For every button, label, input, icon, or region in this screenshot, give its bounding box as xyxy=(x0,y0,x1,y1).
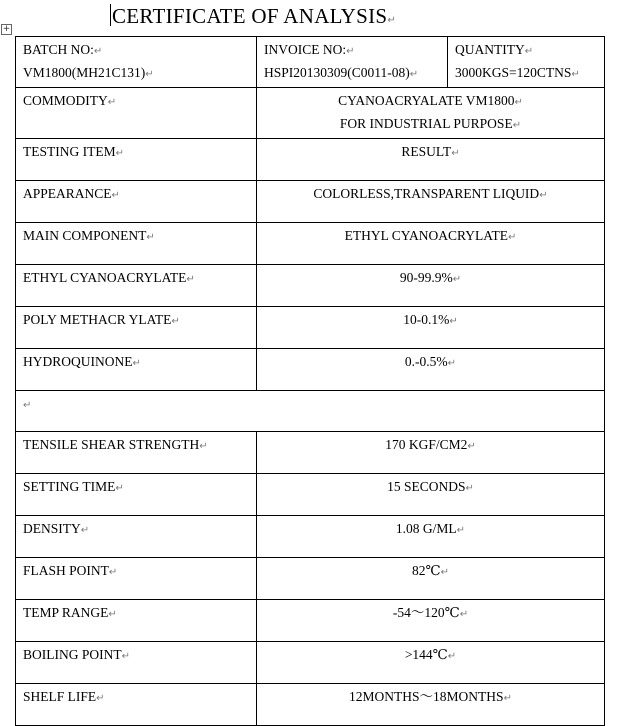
paragraph-mark-icon: ↵ xyxy=(571,69,580,80)
title-text: CERTIFICATE OF ANALYSIS xyxy=(112,4,388,28)
result-header-cell[interactable] xyxy=(257,139,605,181)
batch-value: VM1800(MH21C131) xyxy=(23,65,146,80)
item-name: ETHYL CYANOACRYLATE xyxy=(23,270,187,285)
table-row xyxy=(16,600,605,642)
table-row xyxy=(16,181,605,223)
paragraph-mark-icon: ↵ xyxy=(346,46,355,57)
table-row xyxy=(16,558,605,600)
paragraph-mark-icon: ↵ xyxy=(465,483,474,494)
item-name: MAIN COMPONENT xyxy=(23,228,147,243)
table-row xyxy=(16,223,605,265)
item-cell[interactable] xyxy=(16,181,257,223)
commodity-line2: FOR INDUSTRIAL PURPOSE xyxy=(339,116,513,131)
item-cell[interactable] xyxy=(16,265,257,307)
text-cursor xyxy=(110,4,111,26)
item-name: FLASH POINT xyxy=(23,563,109,578)
item-result: >144℃ xyxy=(404,647,448,662)
paragraph-mark-icon: ↵ xyxy=(111,190,120,201)
paragraph-mark-icon: ↵ xyxy=(80,525,90,536)
paragraph-mark-icon: ↵ xyxy=(387,15,397,26)
commodity-value-cell[interactable] xyxy=(257,88,605,139)
paragraph-mark-icon: ↵ xyxy=(524,46,534,57)
result-cell[interactable] xyxy=(257,432,605,474)
paragraph-mark-icon: ↵ xyxy=(199,441,208,452)
result-cell[interactable] xyxy=(257,181,605,223)
paragraph-mark-icon: ↵ xyxy=(146,232,155,243)
paragraph-mark-icon: ↵ xyxy=(23,400,32,411)
paragraph-mark-icon: ↵ xyxy=(456,525,466,536)
item-result: 10-0.1% xyxy=(403,312,450,327)
item-name: DENSITY xyxy=(23,521,81,536)
item-cell[interactable] xyxy=(16,349,257,391)
commodity-row xyxy=(16,88,605,139)
table-move-handle-icon[interactable]: + xyxy=(2,24,11,34)
item-cell[interactable] xyxy=(16,516,257,558)
item-cell[interactable] xyxy=(16,600,257,642)
paragraph-mark-icon: ↵ xyxy=(452,274,462,285)
result-header: RESULT xyxy=(401,144,452,159)
item-name: TEMP RANGE xyxy=(23,605,109,620)
item-result: COLORLESS,TRANSPARENT LIQUID xyxy=(313,186,540,201)
item-cell[interactable] xyxy=(16,474,257,516)
invoice-cell[interactable] xyxy=(257,37,448,88)
paragraph-mark-icon: ↵ xyxy=(108,609,117,620)
paragraph-mark-icon: ↵ xyxy=(447,358,457,369)
invoice-value: HSPI20130309(C0011-08) xyxy=(264,65,410,80)
quantity-label: QUANTITY xyxy=(455,42,525,57)
blank-row xyxy=(16,391,605,432)
item-name: SHELF LIFE xyxy=(23,689,97,704)
header-row xyxy=(16,37,605,88)
analysis-table xyxy=(15,36,605,726)
paragraph-mark-icon: ↵ xyxy=(449,316,458,327)
item-result: 0.-0.5% xyxy=(404,354,448,369)
result-cell[interactable] xyxy=(257,558,605,600)
table-row xyxy=(16,307,605,349)
table-row xyxy=(16,265,605,307)
item-name: SETTING TIME xyxy=(23,479,116,494)
table-row xyxy=(16,349,605,391)
paragraph-mark-icon: ↵ xyxy=(503,693,512,704)
item-cell[interactable] xyxy=(16,223,257,265)
quantity-cell[interactable] xyxy=(448,37,605,88)
invoice-label: INVOICE NO: xyxy=(264,42,347,57)
commodity-line1: CYANOACRYALATE VM1800 xyxy=(338,93,515,108)
item-result: ETHYL CYANOACRYLATE xyxy=(344,228,508,243)
item-name: TENSILE SHEAR STRENGTH xyxy=(23,437,200,452)
paragraph-mark-icon: ↵ xyxy=(145,69,154,80)
item-result: 15 SECONDS xyxy=(387,479,466,494)
result-cell[interactable] xyxy=(257,307,605,349)
table-row xyxy=(16,474,605,516)
batch-cell[interactable] xyxy=(16,37,257,88)
table-row xyxy=(16,642,605,684)
paragraph-mark-icon: ↵ xyxy=(93,46,103,57)
paragraph-mark-icon: ↵ xyxy=(447,651,457,662)
paragraph-mark-icon: ↵ xyxy=(108,567,118,578)
result-cell[interactable] xyxy=(257,349,605,391)
item-cell[interactable] xyxy=(16,432,257,474)
commodity-label-cell[interactable] xyxy=(16,88,257,139)
item-result: 170 KGF/CM2 xyxy=(385,437,468,452)
item-result: 90-99.9% xyxy=(399,270,453,285)
paragraph-mark-icon: ↵ xyxy=(96,693,105,704)
item-name: BOILING POINT xyxy=(23,647,122,662)
paragraph-mark-icon: ↵ xyxy=(440,567,449,578)
item-result: -54～120℃ xyxy=(392,605,460,620)
item-result: 12MONTHS～18MONTHS xyxy=(349,689,504,704)
commodity-label: COMMODITY xyxy=(23,93,108,108)
item-cell[interactable] xyxy=(16,642,257,684)
paragraph-mark-icon: ↵ xyxy=(459,609,469,620)
testing-item-header-cell[interactable] xyxy=(16,139,257,181)
item-result: 1.08 G/ML xyxy=(395,521,457,536)
paragraph-mark-icon: ↵ xyxy=(512,120,522,131)
paragraph-mark-icon: ↵ xyxy=(467,441,476,452)
quantity-value: 3000KGS=120CTNS xyxy=(455,65,572,80)
result-cell[interactable] xyxy=(257,642,605,684)
paragraph-mark-icon: ↵ xyxy=(107,97,117,108)
item-result: 82℃ xyxy=(412,563,441,578)
paragraph-mark-icon: ↵ xyxy=(539,190,548,201)
result-cell[interactable] xyxy=(257,684,605,726)
document-title[interactable] xyxy=(110,4,396,29)
result-cell[interactable] xyxy=(257,474,605,516)
item-cell[interactable] xyxy=(16,558,257,600)
column-header-row xyxy=(16,139,605,181)
paragraph-mark-icon: ↵ xyxy=(132,358,141,369)
table-row xyxy=(16,516,605,558)
testing-item-header: TESTING ITEM xyxy=(23,144,116,159)
blank-cell[interactable] xyxy=(16,391,605,432)
result-cell[interactable] xyxy=(257,265,605,307)
item-name: POLY METHACR YLATE xyxy=(23,312,172,327)
item-name: APPEARANCE xyxy=(23,186,112,201)
item-cell[interactable] xyxy=(16,684,257,726)
paragraph-mark-icon: ↵ xyxy=(121,651,131,662)
paragraph-mark-icon: ↵ xyxy=(115,483,124,494)
paragraph-mark-icon: ↵ xyxy=(115,148,124,159)
result-cell[interactable] xyxy=(257,223,605,265)
paragraph-mark-icon: ↵ xyxy=(451,148,460,159)
item-cell[interactable] xyxy=(16,307,257,349)
result-cell[interactable] xyxy=(257,600,605,642)
result-cell[interactable] xyxy=(257,516,605,558)
table-row xyxy=(16,684,605,726)
paragraph-mark-icon: ↵ xyxy=(507,232,517,243)
batch-label: BATCH NO: xyxy=(23,42,94,57)
paragraph-mark-icon: ↵ xyxy=(186,274,195,285)
table-row xyxy=(16,432,605,474)
paragraph-mark-icon: ↵ xyxy=(514,97,523,108)
item-name: HYDROQUINONE xyxy=(23,354,133,369)
paragraph-mark-icon: ↵ xyxy=(171,316,180,327)
paragraph-mark-icon: ↵ xyxy=(409,69,419,80)
